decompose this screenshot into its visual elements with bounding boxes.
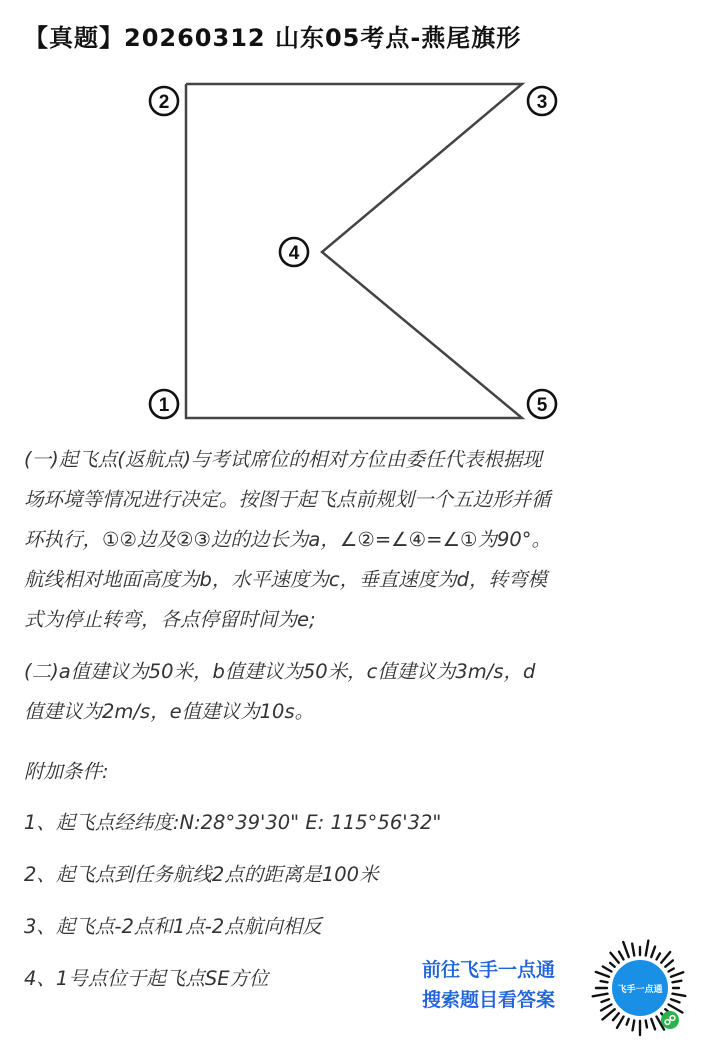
paragraph-line: 场环境等情况进行决定。按图于起飞点前规划一个五边形并循 [24, 488, 551, 511]
paragraph-two [24, 652, 686, 732]
qr-ray [661, 952, 670, 963]
point-marker-5 [528, 390, 556, 418]
qr-ray [651, 1019, 655, 1029]
page-title: 【真题】20260312 山东05考点-燕尾旗形 [24, 24, 522, 52]
condition-item: 2、起飞点到任务航线2点的距离是100米 [24, 863, 379, 886]
promo-line-1: 前往飞手一点通 [422, 959, 556, 981]
paragraph-line: (二)a值建议为50米，b值建议为50米，c值建议为3m/s，d [24, 660, 536, 683]
qr-ray [651, 947, 655, 957]
qr-ray [671, 999, 679, 1002]
paragraph-line: 航线相对地面高度为b，水平速度为c，垂直速度为d，转弯模 [24, 568, 547, 591]
condition-item: 3、起飞点-2点和1点-2点航向相反 [24, 915, 322, 938]
qr-ray [602, 1009, 614, 1019]
promo-line-2: 搜索题目看答案 [422, 989, 556, 1011]
paragraph-line: 值建议为2m/s，e值建议为10s。 [24, 700, 315, 723]
qr-ray [619, 952, 624, 960]
qr-ray [672, 981, 681, 983]
qr-ray [665, 960, 673, 966]
flight-route-diagram [140, 76, 580, 426]
qr-ray [613, 1013, 619, 1020]
qr-ray [671, 972, 683, 976]
qr-ray [593, 994, 608, 997]
svg-text:3: 3 [536, 92, 548, 113]
qr-ray [669, 969, 674, 972]
mini-program-qr-code[interactable] [588, 936, 692, 1040]
point-marker-4 [280, 238, 308, 266]
condition-item: 4、1号点位于起飞点SE方位 [24, 967, 269, 990]
paragraph-one [24, 440, 686, 640]
paragraph-line: (一)起飞点(返航点)与考试席位的相对方位由委任代表根据现 [24, 448, 542, 471]
paragraph-line: 环执行，①②边及②③边的边长为a，∠②=∠④=∠①为90°。 [24, 528, 552, 551]
qr-ray [627, 1019, 629, 1025]
qr-ray [617, 1017, 624, 1028]
qr-ray [601, 1005, 611, 1011]
mini-program-icon [661, 1011, 679, 1029]
extra-conditions-heading: 附加条件: [24, 760, 109, 783]
qr-ray [601, 981, 608, 982]
qr-ray [603, 967, 612, 972]
qr-ray [601, 999, 609, 1002]
qr-ray [623, 942, 628, 957]
qr-ray [672, 994, 685, 996]
qr-center-label: 飞手一点通 [617, 985, 663, 995]
svg-text:2: 2 [158, 92, 170, 113]
paragraph-line: 式为停止转弯，各点停留时间为e; [24, 608, 316, 631]
qr-ray [657, 953, 661, 959]
point-marker-2 [150, 87, 178, 115]
qr-ray [610, 953, 618, 963]
svg-text:5: 5 [536, 395, 548, 416]
qr-ray [610, 963, 615, 967]
qr-ray [633, 1020, 635, 1030]
qr-ray [632, 944, 634, 956]
svg-text:4: 4 [288, 243, 300, 264]
point-marker-1 [150, 390, 178, 418]
point-marker-3 [528, 87, 556, 115]
promo-text[interactable] [422, 955, 555, 1015]
svg-text:1: 1 [158, 395, 170, 416]
qr-ray [596, 972, 609, 977]
qr-ray [646, 1020, 647, 1027]
qr-ray [646, 941, 649, 956]
condition-item: 1、起飞点经纬度:N:28°39'30" E: 115°56'32" [24, 811, 442, 834]
route-path [186, 84, 522, 418]
